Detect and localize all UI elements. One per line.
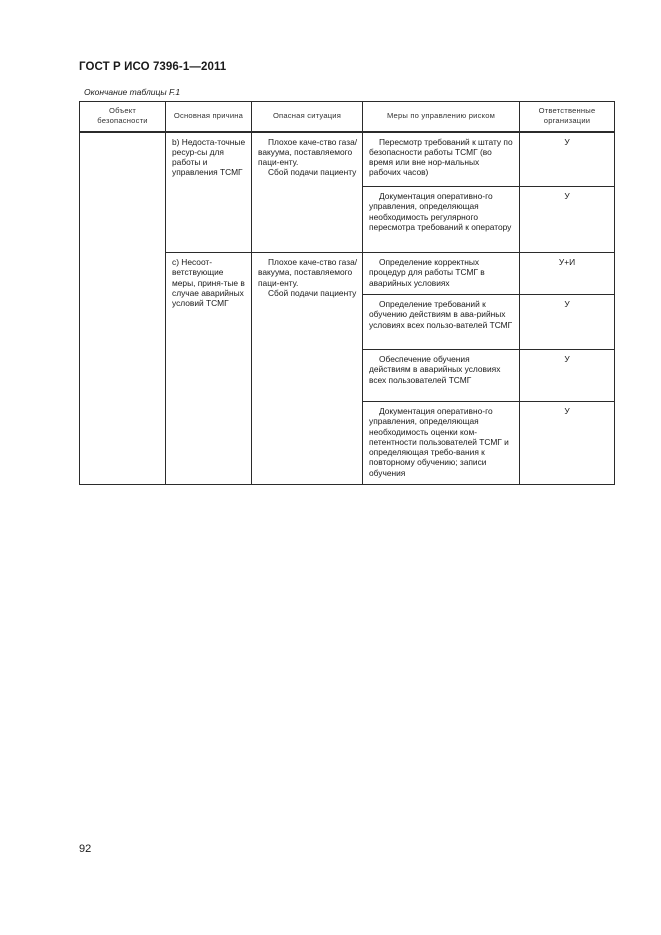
measure-text: Определение требований к обучению действиям в ава-рийных условиях всех пользо-вателей ТСМГ [369, 299, 513, 330]
measure-text: Документация оперативно-го управления, определяющая необходимость оценки ком-петентности пользователей ТСМГ и определяющая требо-вания к повторному обучению; записи обучения [369, 406, 509, 478]
document-header: ГОСТ Р ИСО 7396-1—2011 [79, 61, 227, 73]
table-caption: Окончание таблицы F.1 [84, 87, 181, 97]
measure-cell [363, 132, 520, 187]
situation-cell [252, 132, 363, 253]
col-header-hazard-situation: Опасная ситуация [252, 102, 363, 132]
measure-text: Документация оперативно-го управления, определяющая необходимость регулярного пересмотра требований к оператору [369, 191, 512, 232]
table-header-row [80, 102, 615, 132]
situation-text: Плохое каче-ство газа/вакуума, поставляемого паци-енту. [258, 257, 358, 288]
measure-text: Определение корректных процедур для работы ТСМГ в аварийных условиях [369, 257, 485, 288]
situation-text: Сбой подачи пациенту [268, 167, 357, 178]
safety-object-cell [80, 132, 166, 485]
col-header-risk-measures: Меры по управлению риском [363, 102, 520, 132]
org-cell: У+И [520, 253, 615, 295]
org-cell: У [520, 402, 615, 485]
situation-cell [252, 253, 363, 485]
measure-text: Пересмотр требований к штату по безопасности работы ТСМГ (во время или вне нор-мальных рабочих часов) [369, 136, 513, 178]
org-cell: У [520, 295, 615, 350]
cause-cell: c) Несоот-ветствующие меры, приня-тые в случае аварийных условий ТСМГ [166, 253, 252, 485]
org-cell: У [520, 187, 615, 253]
measure-cell [363, 350, 520, 402]
col-header-responsible-orgs: Ответственные организации [520, 102, 615, 132]
org-cell: У [520, 132, 615, 187]
measure-cell [363, 253, 520, 295]
measure-cell [363, 187, 520, 253]
situation-text: Плохое каче-ство газа/вакуума, поставляемого паци-енту. [258, 136, 358, 168]
measure-cell [363, 295, 520, 350]
cause-cell: b) Недоста-точные ресур-сы для работы и управления ТСМГ [166, 132, 252, 253]
table-row [80, 132, 615, 187]
col-header-main-cause: Основная причина [166, 102, 252, 132]
measure-text: Обеспечение обучения действиям в аварийных условиях всех пользователей ТСМГ [369, 354, 501, 385]
risk-control-table [79, 101, 615, 485]
measure-cell [363, 402, 520, 485]
org-cell: У [520, 350, 615, 402]
situation-text: Сбой подачи пациенту [268, 287, 357, 298]
page-number: 92 [79, 843, 92, 855]
col-header-safety-object: Объект безопасности [80, 102, 166, 132]
